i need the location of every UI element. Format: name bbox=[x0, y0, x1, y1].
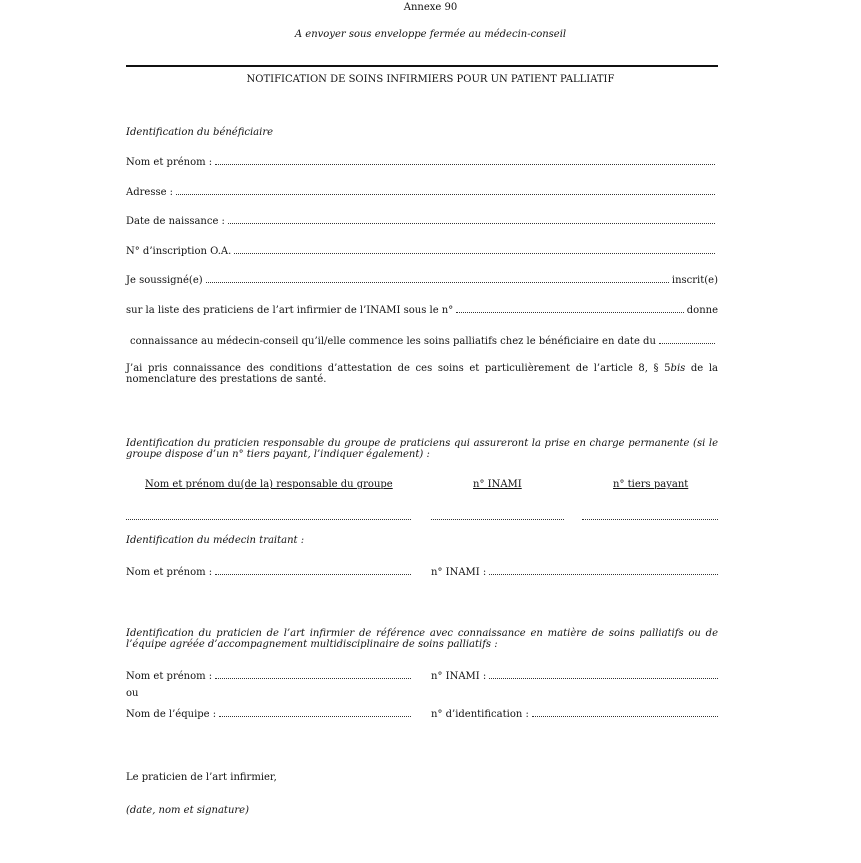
fill-line bbox=[431, 518, 564, 520]
fill-line bbox=[215, 573, 411, 575]
signature-instruction: (date, nom et signature) bbox=[126, 805, 249, 816]
header-rule bbox=[126, 65, 718, 67]
doctor-inami-field[interactable] bbox=[431, 564, 718, 578]
fill-line bbox=[489, 573, 718, 575]
group-col-name-header: Nom et prénom du(de la) responsable du groupe bbox=[145, 479, 393, 490]
fill-line bbox=[582, 518, 718, 520]
fill-line bbox=[234, 252, 715, 254]
reference-name-label: Nom et prénom : bbox=[126, 671, 213, 682]
fill-line bbox=[215, 677, 411, 679]
beneficiary-oa-label: N° d’inscription O.A. bbox=[126, 246, 232, 257]
fill-line bbox=[176, 193, 715, 195]
reference-inami-label: n° INAMI : bbox=[431, 671, 487, 682]
team-id-field[interactable] bbox=[431, 706, 718, 720]
group-inami-field[interactable] bbox=[431, 509, 567, 523]
group-name-field[interactable] bbox=[126, 509, 414, 523]
conditions-bis: bis bbox=[670, 363, 686, 374]
beneficiary-name-field[interactable] bbox=[126, 154, 718, 168]
fill-line bbox=[228, 222, 715, 224]
registered-label: inscrit(e) bbox=[671, 275, 718, 286]
gives-label: donne bbox=[686, 305, 718, 316]
send-instruction: A envoyer sous enveloppe fermée au médecin-conseil bbox=[294, 29, 567, 40]
doctor-inami-label: n° INAMI : bbox=[431, 567, 487, 578]
beneficiary-heading: Identification du bénéficiaire bbox=[126, 127, 274, 138]
inami-list-field[interactable] bbox=[126, 302, 718, 316]
group-col-tiers-header: n° tiers payant bbox=[613, 479, 689, 490]
fill-line bbox=[206, 281, 669, 283]
conditions-text: J’ai pris connaissance des conditions d’attestation de ces soins et particulièrement de l’article 8, § 5 bbox=[126, 363, 671, 374]
beneficiary-address-label: Adresse : bbox=[126, 187, 174, 198]
notice-label: connaissance au médecin-conseil qu’il/elle commence les soins palliatifs chez le bénéficiaire en date du bbox=[130, 336, 656, 347]
annex-number: Annexe 90 bbox=[403, 2, 458, 13]
undersigned-field[interactable] bbox=[126, 272, 718, 286]
group-tiers-field[interactable] bbox=[582, 509, 718, 523]
fill-line bbox=[456, 311, 684, 313]
beneficiary-address-field[interactable] bbox=[126, 184, 718, 198]
doctor-name-label: Nom et prénom : bbox=[126, 567, 213, 578]
conditions-paragraph bbox=[126, 363, 718, 385]
conditions-text-end: de la nomenclature des prestations de santé. bbox=[126, 363, 718, 385]
doctor-heading: Identification du médecin traitant : bbox=[126, 535, 305, 546]
practitioner-signoff: Le praticien de l’art infirmier, bbox=[126, 772, 277, 783]
undersigned-label: Je soussigné(e) bbox=[126, 275, 203, 286]
fill-line bbox=[215, 163, 715, 165]
beneficiary-oa-field[interactable] bbox=[126, 243, 718, 257]
start-date-field[interactable] bbox=[126, 333, 718, 347]
group-col-inami-header: n° INAMI bbox=[473, 479, 522, 490]
team-name-field[interactable] bbox=[126, 706, 414, 720]
fill-line bbox=[532, 715, 718, 717]
inami-list-label: sur la liste des praticiens de l’art infirmier de l’INAMI sous le n° bbox=[126, 305, 454, 316]
reference-inami-field[interactable] bbox=[431, 668, 718, 682]
team-name-label: Nom de l’équipe : bbox=[126, 709, 217, 720]
fill-line bbox=[489, 677, 718, 679]
reference-heading: Identification du praticien de l’art infirmier de référence avec connaissance en matière de soins palliatifs ou de l’équipe agréée d’accompagnement multidisciplinaire de soins palliatifs : bbox=[126, 628, 718, 650]
group-heading: Identification du praticien responsable du groupe de praticiens qui assureront la prise en charge permanente (si le groupe dispose d’un n° tiers payant, l’indiquer également) : bbox=[126, 438, 718, 460]
document-title: NOTIFICATION DE SOINS INFIRMIERS POUR UN PATIENT PALLIATIF bbox=[246, 74, 615, 85]
beneficiary-birthdate-field[interactable] bbox=[126, 213, 718, 227]
beneficiary-birthdate-label: Date de naissance : bbox=[126, 216, 225, 227]
fill-line bbox=[126, 518, 411, 520]
fill-line bbox=[219, 715, 411, 717]
beneficiary-name-label: Nom et prénom : bbox=[126, 157, 213, 168]
doctor-name-field[interactable] bbox=[126, 564, 414, 578]
reference-name-field[interactable] bbox=[126, 668, 414, 682]
team-id-label: n° d’identification : bbox=[431, 709, 529, 720]
fill-line bbox=[659, 342, 715, 344]
or-label: ou bbox=[126, 688, 139, 699]
